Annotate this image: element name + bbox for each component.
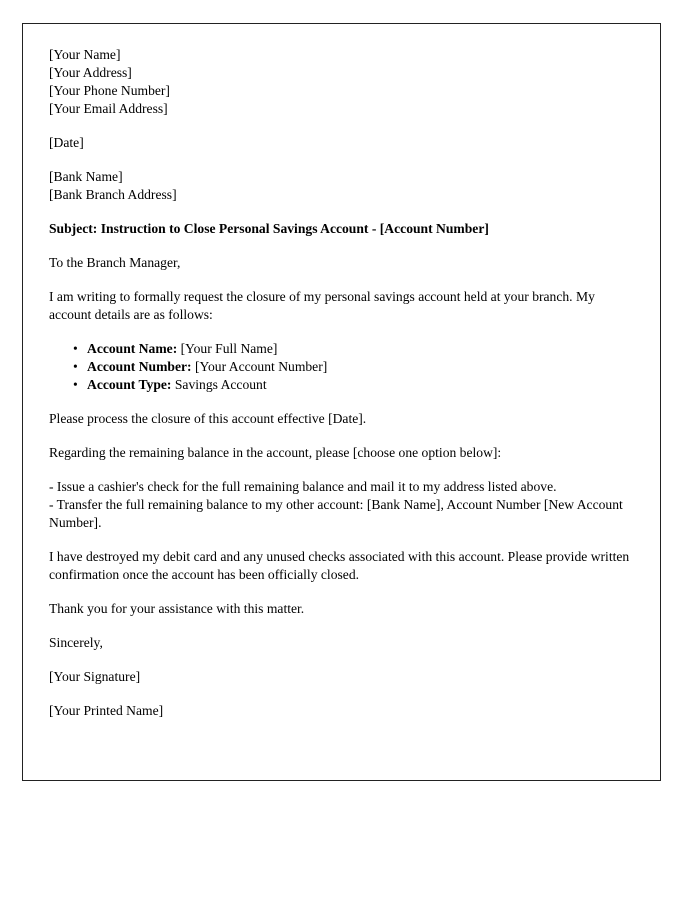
account-details-list [49, 340, 630, 394]
letter-date: [Date] [49, 135, 84, 150]
recipient-branch-address: [Bank Branch Address] [49, 187, 177, 202]
date-block [49, 134, 630, 152]
closing-salutation: Sincerely, [49, 635, 103, 650]
list-item [49, 358, 630, 376]
sender-name: [Your Name] [49, 47, 121, 62]
salutation: To the Branch Manager, [49, 255, 181, 270]
bullet-icon: • [73, 341, 78, 356]
account-type-label: Account Type: [87, 377, 172, 392]
balance-option-transfer: - Transfer the full remaining balance to my other account: [Bank Name], Account Number [New Account Number]. [49, 497, 623, 530]
sender-address: [Your Address] [49, 65, 132, 80]
sender-email: [Your Email Address] [49, 101, 168, 116]
sender-address-block [49, 46, 630, 118]
sender-phone: [Your Phone Number] [49, 83, 170, 98]
list-item [49, 340, 630, 358]
signature-placeholder: [Your Signature] [49, 669, 141, 684]
recipient-address-block [49, 168, 630, 204]
account-name-value: [Your Full Name] [180, 341, 278, 356]
balance-options-block [49, 478, 630, 532]
account-type-value: Savings Account [174, 377, 267, 392]
intro-paragraph: I am writing to formally request the closure of my personal savings account held at your branch. My account details are as follows: [49, 289, 595, 322]
balance-option-cashiers-check: - Issue a cashier's check for the full remaining balance and mail it to my address listed above. [49, 479, 557, 494]
balance-instruction-paragraph: Regarding the remaining balance in the account, please [choose one option below]: [49, 445, 502, 460]
effective-date-paragraph: Please process the closure of this account effective [Date]. [49, 411, 367, 426]
letter-content [49, 46, 630, 736]
account-number-value: [Your Account Number] [195, 359, 328, 374]
subject-line: Subject: Instruction to Close Personal Savings Account - [Account Number] [49, 221, 489, 236]
recipient-bank-name: [Bank Name] [49, 169, 123, 184]
letter-page [22, 23, 661, 781]
bullet-icon: • [73, 359, 78, 374]
bullet-icon: • [73, 377, 78, 392]
account-number-label: Account Number: [87, 359, 192, 374]
account-name-label: Account Name: [87, 341, 178, 356]
thanks-paragraph: Thank you for your assistance with this matter. [49, 601, 305, 616]
printed-name-placeholder: [Your Printed Name] [49, 703, 164, 718]
confirmation-paragraph: I have destroyed my debit card and any unused checks associated with this account. Please provide written confirmation once the account has been officially closed. [49, 549, 630, 582]
list-item [49, 376, 630, 394]
